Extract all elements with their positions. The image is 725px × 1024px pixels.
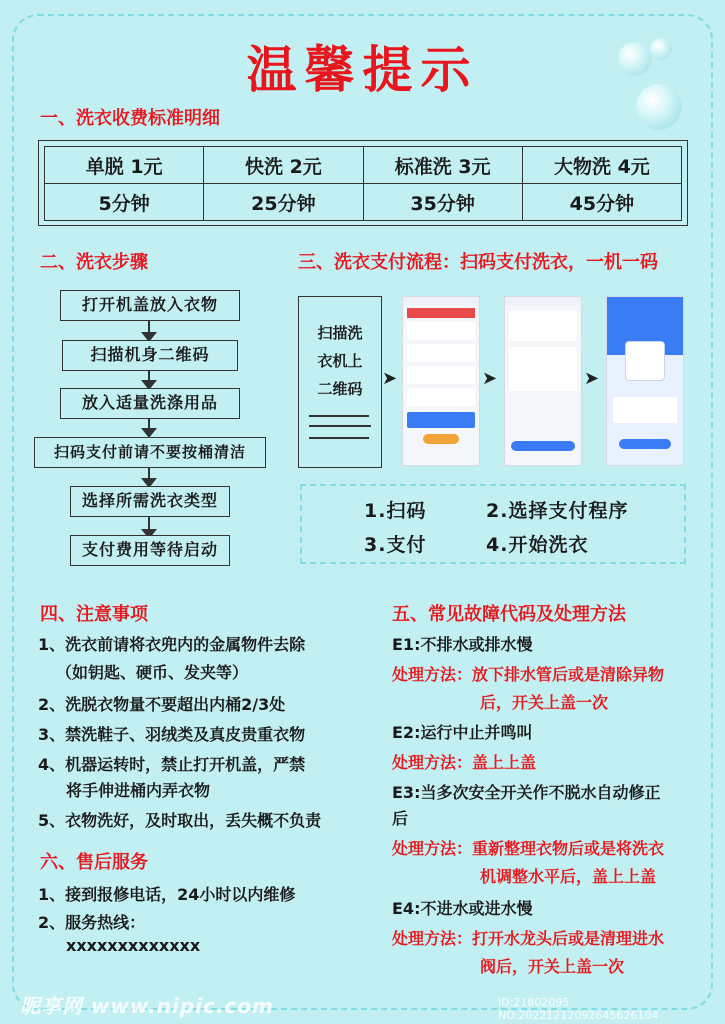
- step-box: 打开机盖放入衣物: [60, 290, 240, 321]
- fault-solution: 机调整水平后，盖上上盖: [480, 867, 657, 886]
- scan-text: [299, 319, 381, 403]
- step-box: 放入适量洗涤用品: [60, 388, 240, 419]
- phone-screenshot-list: [402, 296, 480, 466]
- fault-solution: 处理方法：打开水龙头后或是清理进水: [392, 929, 665, 948]
- status-bar: [505, 297, 581, 305]
- steps-heading: 二、洗衣步骤: [40, 252, 148, 273]
- step-box: 选择所需洗衣类型: [70, 486, 230, 517]
- divider: [309, 425, 371, 427]
- phone-screenshot-start: [606, 296, 684, 466]
- fault-line: 后: [392, 809, 409, 828]
- list-item: [407, 344, 475, 362]
- step-box: 扫码支付前请不要按桶清洁: [34, 437, 266, 468]
- payment-heading: 三、洗衣支付流程：扫码支付洗衣，一机一码: [298, 252, 658, 273]
- note-line: 1、洗衣前请将衣兜内的金属物件去除: [38, 635, 306, 654]
- start-button: [619, 439, 671, 449]
- payment-step: 2.选择支付程序: [486, 500, 629, 522]
- fee-heading: 一、洗衣收费标准明细: [40, 108, 220, 129]
- step-box: 支付费用等待启动: [70, 535, 230, 566]
- card: [613, 397, 677, 423]
- fault-line: E1:不排水或排水慢: [392, 635, 533, 654]
- scan-line: 二维码: [317, 380, 363, 398]
- list-item: [407, 322, 475, 340]
- status-bar: [607, 297, 683, 305]
- fee-name: 快洗 2元: [204, 147, 363, 184]
- watermark-id: ID:21802095 NO:20221212092645626104: [498, 996, 659, 1022]
- fee-name: 单脱 1元: [45, 147, 204, 184]
- payment-step: 4.开始洗衣: [486, 534, 589, 556]
- service-line: 1、接到报修电话，24小时以内维修: [38, 885, 296, 904]
- divider: [309, 415, 369, 417]
- note-line: 5、衣物洗好，及时取出，丢失概不负责: [38, 811, 322, 830]
- fee-name: 大物洗 4元: [522, 147, 681, 184]
- service-hotline: xxxxxxxxxxxxx: [66, 936, 201, 955]
- note-line: 4、机器运转时，禁止打开机盖，严禁: [38, 755, 306, 774]
- fault-solution: 处理方法：盖上上盖: [392, 753, 537, 772]
- card: [509, 347, 577, 391]
- fault-solution: 阀后，开关上盖一次: [480, 957, 625, 976]
- payment-steps-box: [300, 484, 686, 564]
- fee-row-names: [45, 147, 682, 184]
- banner: [407, 308, 475, 318]
- list-item: [407, 366, 475, 384]
- divider: [309, 437, 369, 439]
- fee-time: 25分钟: [204, 184, 363, 221]
- scan-line: 衣机上: [317, 352, 363, 370]
- card: [509, 311, 577, 341]
- page-title: 温馨提示: [246, 40, 479, 99]
- fault-solution: 后，开关上盖一次: [480, 693, 609, 712]
- note-line: 2、洗脱衣物量不要超出内桶2/3处: [38, 695, 286, 714]
- faults-heading: 五、常见故障代码及处理方法: [392, 604, 626, 625]
- service-heading: 六、售后服务: [40, 852, 148, 873]
- washer-icon: [625, 341, 665, 381]
- note-line: 3、禁洗鞋子、羽绒类及真皮贵重衣物: [38, 725, 306, 744]
- note-line: 将手伸进桶内弄衣物: [66, 781, 211, 800]
- arrow-right-icon: ➤: [382, 368, 398, 389]
- fee-time: 45分钟: [522, 184, 681, 221]
- list-item: [407, 388, 475, 406]
- step-box: 扫描机身二维码: [62, 340, 238, 371]
- fault-solution: 处理方法：重新整理衣物后或是将洗衣: [392, 839, 665, 858]
- fee-name: 标准洗 3元: [363, 147, 522, 184]
- fee-table: [44, 146, 682, 221]
- arrow-right-icon: ➤: [584, 368, 600, 389]
- payment-step: 3.支付: [364, 534, 427, 556]
- note-line: （如钥匙、硬币、发夹等）: [56, 663, 249, 682]
- highlight-item: [407, 412, 475, 428]
- pay-button: [423, 434, 459, 444]
- fault-solution: 处理方法：放下排水管后或是清除异物: [392, 665, 665, 684]
- confirm-button: [511, 441, 575, 451]
- fault-line: E3:当多次安全开关作不脱水自动修正: [392, 783, 661, 802]
- phone-screenshot-payment: [504, 296, 582, 466]
- fault-line: E4:不进水或进水慢: [392, 899, 533, 918]
- watermark-logo: 昵享网 www.nipic.com: [20, 994, 274, 1018]
- arrow-right-icon: ➤: [482, 368, 498, 389]
- payment-step: 1.扫码: [364, 500, 427, 522]
- fee-row-times: [45, 184, 682, 221]
- fee-time: 5分钟: [45, 184, 204, 221]
- service-line: 2、服务热线：: [38, 913, 146, 932]
- scan-instruction-box: [298, 296, 382, 468]
- status-bar: [403, 297, 479, 305]
- scan-line: 扫描洗: [317, 324, 363, 342]
- fee-time: 35分钟: [363, 184, 522, 221]
- notes-heading: 四、注意事项: [40, 604, 148, 625]
- fault-line: E2:运行中止并鸣叫: [392, 723, 533, 742]
